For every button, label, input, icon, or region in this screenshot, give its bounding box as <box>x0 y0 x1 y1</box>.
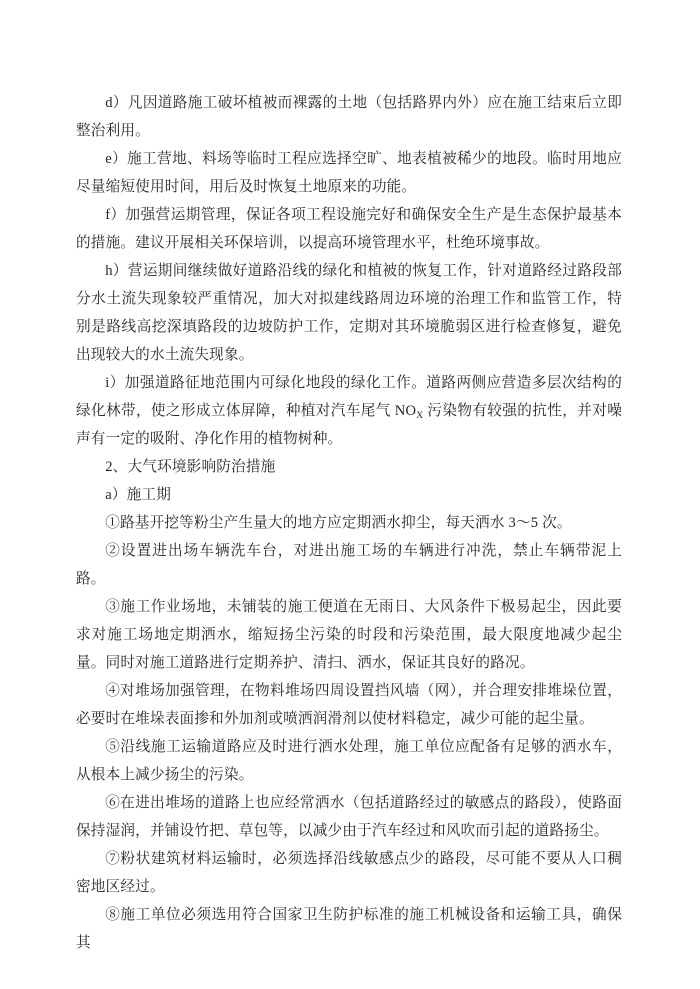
paragraph-i <box>76 369 622 453</box>
list-item-3: ③施工作业场地，未铺装的施工便道在无雨日、大风条件下极易起尘，因此要求对施工场地定期洒水，缩短扬尘污染的时段和污染范围，最大限度地减少起尘量。同时对施工道路进行定期养护、清扫、洒水，保证其良好的路况。 <box>76 599 622 671</box>
list-item-1: ①路基开挖等粉尘产生量大的地方应定期洒水抑尘，每天洒水 3～5 次。 <box>105 515 572 531</box>
list-item-2: ②设置进出场车辆洗车台，对进出施工场的车辆进行冲洗，禁止车辆带泥上路。 <box>76 543 622 587</box>
paragraph-e: e）施工营地、料场等临时工程应选择空旷、地表植被稀少的地段。临时用地应尽量缩短使用时间，用后及时恢复土地原来的功能。 <box>76 151 622 195</box>
list-item-8: ⑧施工单位必须选用符合国家卫生防护标准的施工机械设备和运输工具，确保其 <box>76 907 622 951</box>
paragraph-i-text-after: 污染物有较强的抗性，并对噪声有一定的吸附、净化作用的植物树种。 <box>76 403 622 447</box>
paragraph-i-text-before: i）加强道路征地范围内可绿化地段的绿化工作。道路两侧应营造多层次结构的绿化林带，使之形成立体屏障，种植对汽车尾气 NO <box>76 375 622 419</box>
list-item-6: ⑥在进出堆场的道路上也应经常洒水（包括道路经过的敏感点的路段），使路面保持湿润，并铺设竹把、草包等，以减少由于汽车经过和风吹而引起的道路扬尘。 <box>76 795 622 839</box>
paragraph-construction-period: a）施工期 <box>105 487 172 503</box>
section-heading-air-environment: 2、大气环境影响防治措施 <box>105 459 276 475</box>
list-item-5: ⑤沿线施工运输道路应及时进行洒水处理，施工单位应配备有足够的洒水车，从根本上减少扬尘的污染。 <box>76 739 622 783</box>
document-text-block <box>76 89 622 957</box>
list-item-4: ④对堆场加强管理，在物料堆场四周设置挡风墙（网），并合理安排堆垛位置，必要时在堆垛表面掺和外加剂或喷洒润滑剂以使材料稳定，减少可能的起尘量。 <box>76 683 622 727</box>
nox-subscript: X <box>416 411 424 421</box>
paragraph-d: d）凡因道路施工破坏植被而裸露的土地（包括路界内外）应在施工结束后立即整治利用。 <box>76 95 622 139</box>
paragraph-h: h）营运期间继续做好道路沿线的绿化和植被的恢复工作，针对道路经过路段部分水土流失现象较严重情况，加大对拟建线路周边环境的治理工作和监管工作，特别是路线高挖深填路段的边坡防护工作，定期对其环境脆弱区进行检查修复，避免出现较大的水土流失现象。 <box>76 263 622 363</box>
list-item-7: ⑦粉状建筑材料运输时，必须选择沿线敏感点少的路段，尽可能不要从人口稠密地区经过。 <box>76 851 622 895</box>
paragraph-f: f）加强营运期管理，保证各项工程设施完好和确保安全生产是生态保护最基本的措施。建议开展相关环保培训，以提高环境管理水平，杜绝环境事故。 <box>76 207 622 251</box>
